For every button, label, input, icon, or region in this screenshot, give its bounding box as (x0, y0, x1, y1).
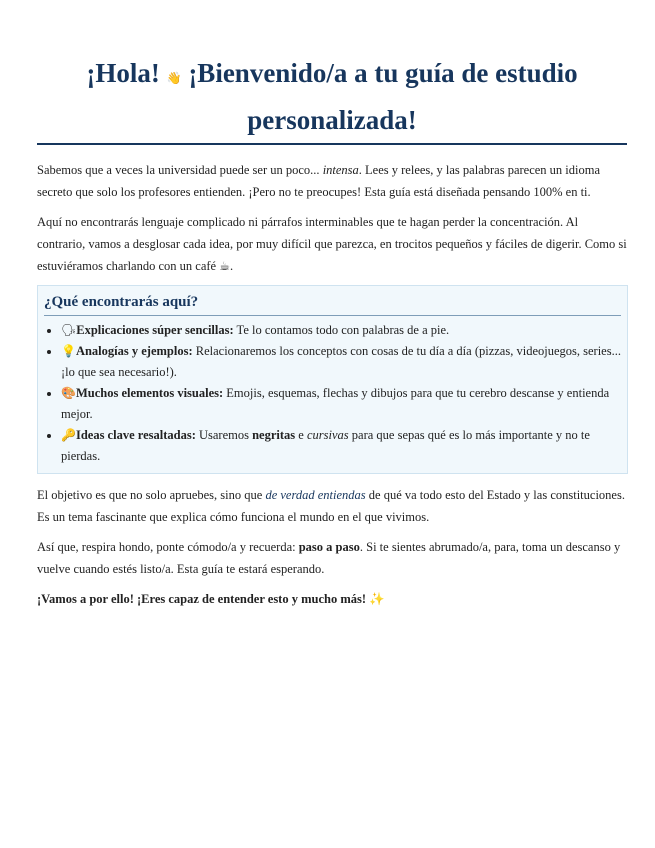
sparkles-icon: ✨ (369, 591, 385, 606)
coffee-icon: ☕ (219, 259, 230, 273)
list-item: • 🔑Ideas clave resaltadas: Usaremos negritas e cursivas para que sepas qué es lo más importante y no te pierdas. (61, 425, 621, 467)
advice-paragraph: Así que, respira hondo, ponte cómodo/a y recuerda: paso a paso. Si te sientes abrumado/a, para, toma un descanso y vuelve cuando estés listo/a. Esta guía te estará esperando. (37, 540, 621, 576)
features-heading: ¿Qué encontrarás aquí? (44, 290, 621, 316)
objective-paragraph: El objetivo es que no solo apruebes, sino que de verdad entiendas de qué va todo esto del Estado y las constituciones. Es un tema fascinante que explica cómo funciona el mundo en el que vivimos. (37, 488, 625, 524)
list-item: • 🎨Muchos elementos visuales: Emojis, esquemas, flechas y dibujos para que tu cerebro descanse y entienda mejor. (61, 383, 621, 425)
title-divider (37, 143, 627, 145)
features-list (44, 320, 621, 467)
key-icon: 🔑 (61, 428, 76, 442)
list-item: • 🗣Explicaciones súper sencillas: Te lo contamos todo con palabras de a pie. (61, 320, 621, 341)
page-title: ¡Hola! 👋 ¡Bienvenido/a a tu guía de estudio personalizada! (86, 58, 578, 135)
intro-paragraph-1: Sabemos que a veces la universidad puede ser un poco... intensa. Lees y relees, y las palabras parecen un idioma secreto que solo los profesores entienden. ¡Pero no te preocupes! Esta guía está diseñada pensando 100% en ti. (37, 163, 601, 199)
features-box (37, 285, 628, 474)
waving-hand-icon: 👋 (166, 71, 182, 85)
speaking-head-icon: 🗣 (61, 323, 77, 337)
palette-icon: 🎨 (61, 386, 76, 400)
closing-line: ¡Vamos a por ello! ¡Eres capaz de entender esto y mucho más! ✨ (37, 591, 385, 606)
list-item: • 💡Analogías y ejemplos: Relacionaremos los conceptos con cosas de tu día a día (pizzas, videojuegos, series... ¡lo que sea necesario!). (61, 341, 621, 383)
lightbulb-icon: 💡 (61, 344, 76, 358)
intro-paragraph-2: Aquí no encontrarás lenguaje complicado ni párrafos interminables que te hagan perder la concentración. Al contrario, vamos a desglosar cada idea, por muy difícil que parezca, en trocitos pequeños y fáciles de digerir. Como si estuviéramos charlando con un café ☕. (37, 215, 627, 273)
